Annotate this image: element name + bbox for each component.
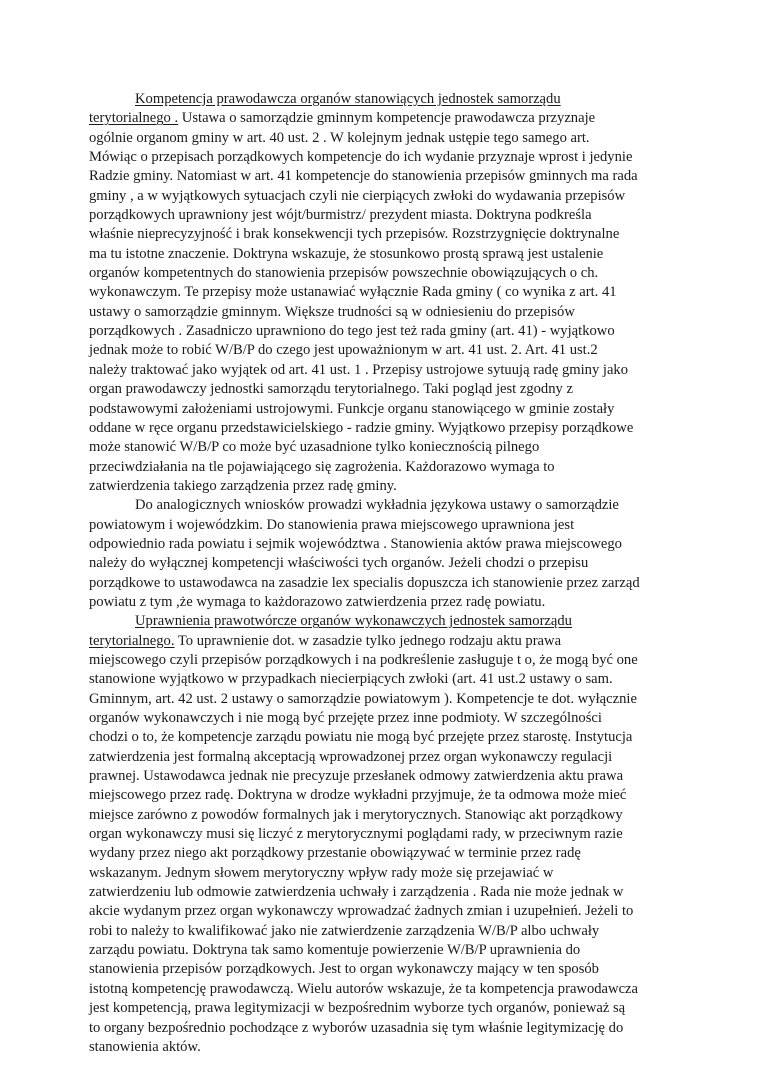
paragraph-line: prawnej. Ustawodawca jednak nie precyzuje przesłanek odmowy zatwierdzenia aktu prawa [89,768,624,785]
paragraph-line: należy do wyłącznej kompetencji właściwości tych organów. Jeżeli chodzi o przepisu [89,555,589,572]
paragraph-line: zatwierdzeniu lub odmowie zatwierdzenia uchwały i zarządzenia . Rada nie może jednak w [89,884,624,901]
paragraph-line [89,90,699,109]
paragraph-line: organów kompetentnych do stanowienia przepisów powszechnie obowiązujących o ch. [89,265,599,282]
paragraph-line: istotną kompetencję prawodawczą. Wielu autorów wskazuje, że ta kompetencja prawodawcza [89,980,639,997]
paragraph-line: ustawy o samorządzie gminnym. Większe trudności są w odniesieniu do przepisów [89,303,575,320]
paragraph-3 [89,612,699,1057]
paragraph-line: stanowienia przepisów porządkowych. Jest to organ wykonawczy mający w ten sposób [89,961,599,978]
paragraph-line: oddane w ręce organu przedstawicielskiego - radzie gminy. Wyjątkowo przepisy porządkowe [89,419,634,436]
paragraph-line: Gminnym, art. 42 ust. 2 ustawy o samorządzie powiatowym ). Kompetencje te dot. wyłącznie [89,690,637,707]
paragraph-line: miejsce zarówno z powodów formalnych jak i merytorycznych. Stanowiąc akt porządkowy [89,806,623,823]
paragraph-line: powiatu z tym ,że wymaga to każdorazowo zatwierdzenia przez radę powiatu. [89,593,546,610]
paragraph-line: organów wykonawczych i nie mogą być przejęte przez inne podmioty. W szczególności [89,710,602,726]
paragraph-line: Radzie gminy. Natomiast w art. 41 kompetencje do stanowienia przepisów gminnych ma rada [89,168,638,185]
paragraph-line: ogólnie organom gminy w art. 40 ust. 2 . W kolejnym jednak ustępie tego samego art. [89,129,590,146]
paragraph-line: miejscowego czyli przepisów porządkowych i na podkreślenie zasługuje t o, że mogą być one [89,651,638,668]
paragraph-line: należy traktować jako wyjątek od art. 41 ust. 1 . Przepisy ustrojowe sytuują radę gminy jako [89,361,629,378]
paragraph-line: zatwierdzenia jest formalną akceptacją wprowadzonej przez organ wykonawczy regulacji [89,748,613,765]
paragraph-line: zatwierdzenia takiego zarządzenia przez radę gminy. [89,477,397,494]
paragraph-line: porządkowych . Zasadniczo uprawniono do tego jest też rada gminy (art. 41) - wyjątkowo [89,323,615,340]
paragraph-line: ma tu istotne znaczenie. Doktryna wskazuje, że stosunkowo prostą sprawą jest ustalenie [89,245,604,262]
section-heading-1: Kompetencja prawodawcza organów stanowiących jednostek samorządu [135,91,561,107]
paragraph-line: to organy bezpośrednio pochodzące z wyborów uzasadnia się tym właśnie legitymizację do [89,1019,624,1036]
section-heading-2-cont: terytorialnego. [89,632,175,649]
paragraph-line: porządkowe to ustawodawca na zasadzie lex specialis dopuszcza ich stanowienie przez zarząd [89,574,640,591]
paragraph-line: robi to należy to kwalifikować jako nie zatwierdzenie zarządzenia W/B/P albo uchwały [89,922,600,939]
paragraph-line: gminy , a w wyjątkowych sytuacjach czyli nie cierpiących zwłoki do wydawania przepisów [89,187,626,204]
paragraph-line: stanowione wyjątkowo w przypadkach niecierpiących zwłoki (art. 41 ust.2 ustawy o sam. [89,671,613,688]
document-body [89,90,699,1057]
paragraph-line: Mówiąc o przepisach porządkowych kompetencje do ich wydanie przyznaje wprost i jedynie [89,149,633,166]
paragraph-line: terytorialnego . Ustawa o samorządzie gminnym kompetencje prawodawcza przyznaje [89,110,596,127]
paragraph-line: wskazanym. Jednym słowem merytoryczny wpływ rady może się przejawiać w [89,864,554,881]
paragraph-line: terytorialnego. To uprawnienie dot. w zasadzie tylko jednego rodzaju aktu prawa [89,632,562,649]
paragraph-line: właśnie nieprecyzyjność i brak konsekwencji tych przepisów. Rozstrzygnięcie doktrynalne [89,226,620,243]
paragraph-line: Do analogicznych wniosków prowadzi wykładnia językowa ustawy o samorządzie [135,497,619,514]
paragraph-line: miejscowego przez radę. Doktryna w drodze wykładni przyjmuje, że ta odmowa może mieć [89,787,627,804]
paragraph-line: odpowiednio rada powiatu i sejmik województwa . Stanowienia aktów prawa miejscowego [89,535,622,552]
paragraph-line: jest kompetencją, prawa legitymizacji w bezpośrednim wyborze tych organów, ponieważ są [89,1000,626,1017]
paragraph-2 [89,496,699,612]
paragraph-line: organ prawodawczy jednostki samorządu terytorialnego. Taki pogląd jest zgodny z [89,381,573,398]
paragraph-line: powiatowym i wojewódzkim. Do stanowienia prawa miejscowego uprawniona jest [89,516,575,533]
paragraph-line: chodzi o to, że kompetencje zarządu powiatu nie mogą być przejęte przez starostę. Instytucja [89,729,633,746]
paragraph-line [89,612,699,631]
paragraph-line: zarządu powiatu. Doktryna tak samo komentuje powierzenie W/B/P uprawnienia do [89,942,581,959]
paragraph-line: jednak może to robić W/B/P do czego jest upoważnionym w art. 41 ust. 2. Art. 41 ust.2 [89,342,598,359]
paragraph-line: porządkowych uprawniony jest wójt/burmistrz/ prezydent miasta. Doktryna podkreśla [89,207,592,224]
paragraph-1 [89,90,699,496]
paragraph-line: może stanowić W/B/P co może być uzasadnione tylko koniecznością pilnego [89,439,540,456]
section-heading-2: Uprawnienia prawotwórcze organów wykonawczych jednostek samorządu [135,613,572,630]
paragraph-line: stanowienia aktów. [89,1038,201,1055]
paragraph-line: podstawowymi założeniami ustrojowymi. Funkcje organu stanowiącego w gminie zostały [89,400,615,417]
section-heading-1-cont: terytorialnego . [89,110,179,127]
paragraph-line: akcie wydanym przez organ wykonawczy wprowadzać żadnych zmian i uzupełnień. Jeżeli to [89,903,634,920]
paragraph-line: wykonawczym. Te przepisy może ustanawiać wyłącznie Rada gminy ( co wynika z art. 41 [89,284,617,301]
paragraph-line: organ wykonawczy musi się liczyć z merytorycznymi poglądami rady, w przeciwnym razie [89,826,623,843]
paragraph-line: wydany przez niego akt porządkowy przestanie obowiązywać w terminie przez radę [89,845,581,862]
paragraph-line: przeciwdziałania na tle pojawiającego się zagrożenia. Każdorazowo wymaga to [89,458,555,475]
